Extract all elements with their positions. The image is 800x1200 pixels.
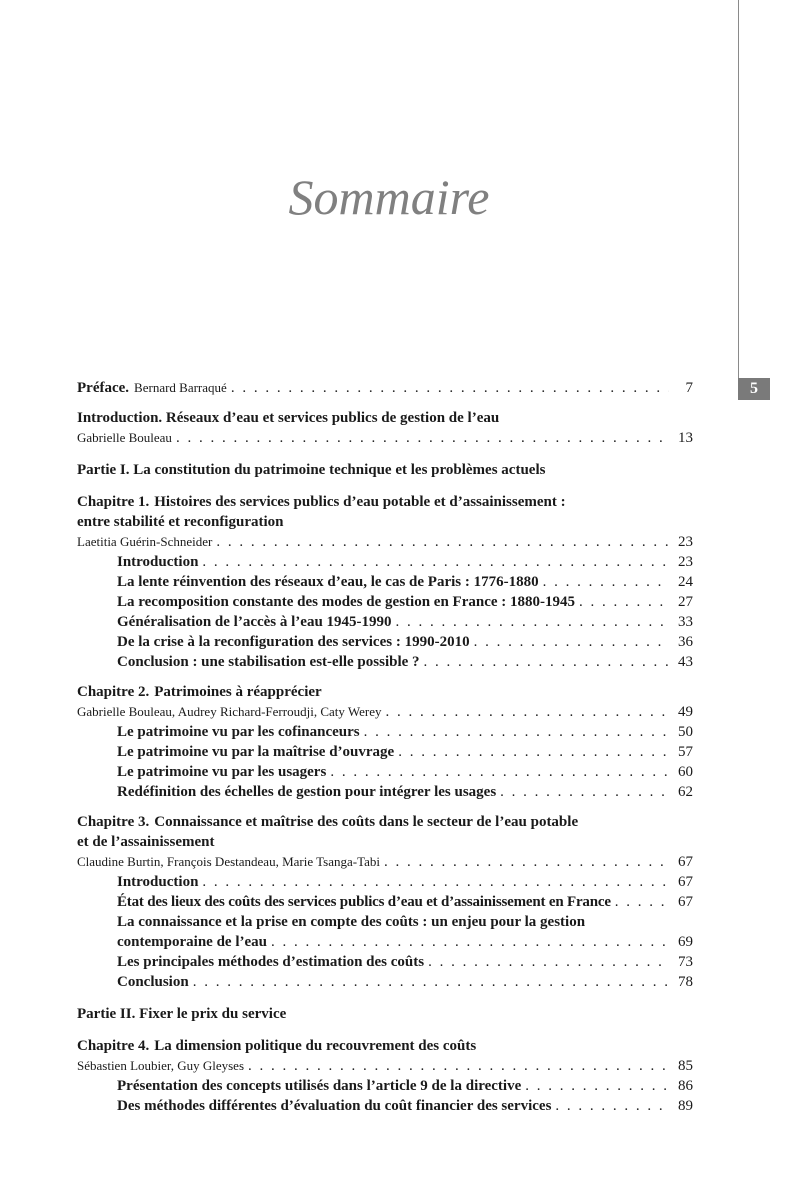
leader-dots [424, 652, 669, 672]
page-number-tab: 5 [738, 378, 770, 400]
part-heading-1[interactable] [77, 460, 693, 480]
page-ref: 13 [678, 430, 693, 446]
page-ref: 24 [678, 574, 693, 590]
leader-dots [428, 952, 669, 972]
ch3-title-line1: Connaissance et maîtrise des coûts dans le secteur de l’eau potable [154, 814, 579, 830]
chapter-1-heading[interactable] [77, 492, 693, 512]
subentry-label: La lente réinvention des réseaux d’eau, le cas de Paris : 1776-1880 [117, 574, 539, 590]
subentry-label: Redéfinition des échelles de gestion pour intégrer les usages [117, 784, 497, 800]
leader-dots [330, 762, 669, 782]
leader-dots [384, 852, 669, 872]
page-ref: 57 [678, 744, 693, 760]
page-ref: 67 [678, 854, 693, 870]
intro-author: Gabrielle Bouleau [77, 430, 172, 445]
toc-subentry[interactable] [77, 762, 693, 782]
ch3-label: Chapitre 3. [77, 814, 150, 830]
subentry-label: Conclusion [117, 974, 189, 990]
leader-dots [579, 592, 669, 612]
toc-subentry[interactable] [77, 872, 693, 892]
ch3-title-line2: et de l’assainissement [77, 834, 215, 850]
leader-dots [543, 572, 669, 592]
toc-subentry[interactable] [77, 1096, 693, 1116]
toc-subentry[interactable] [77, 632, 693, 652]
toc-entry-introduction[interactable] [77, 408, 693, 428]
subentry-label: Les principales méthodes d’estimation des coûts [117, 954, 425, 970]
subentry-label: Le patrimoine vu par les cofinanceurs [117, 724, 360, 740]
toc-subentry[interactable] [77, 1076, 693, 1096]
toc-subentry[interactable] [77, 552, 693, 572]
page-ref: 7 [685, 380, 693, 396]
subentry-label: contemporaine de l’eau [117, 934, 267, 950]
leader-dots [248, 1056, 669, 1076]
subentry-label: Généralisation de l’accès à l’eau 1945-1990 [117, 614, 392, 630]
chapter-2-heading[interactable] [77, 682, 693, 702]
toc-entry-preface[interactable] [77, 378, 693, 398]
toc-subentry[interactable] [77, 652, 693, 672]
ch1-label: Chapitre 1. [77, 494, 150, 510]
leader-dots [385, 702, 669, 722]
part1-title: Partie I. La constitution du patrimoine technique et les problèmes actuels [77, 462, 546, 478]
leader-dots [474, 632, 669, 652]
toc-subentry[interactable] [77, 912, 693, 932]
page-ref: 67 [678, 874, 693, 890]
page-ref: 27 [678, 594, 693, 610]
page-ref: 86 [678, 1078, 693, 1094]
leader-dots [364, 722, 669, 742]
toc-subentry[interactable] [77, 742, 693, 762]
leader-dots [398, 742, 669, 762]
subentry-label: Conclusion : une stabilisation est-elle possible ? [117, 654, 420, 670]
page-ref: 33 [678, 614, 693, 630]
intro-title: Introduction. Réseaux d’eau et services publics de gestion de l’eau [77, 410, 500, 426]
page-ref: 73 [678, 954, 693, 970]
leader-dots [202, 872, 669, 892]
subentry-label: Le patrimoine vu par les usagers [117, 764, 327, 780]
subentry-label: Introduction [117, 554, 199, 570]
ch3-author: Claudine Burtin, François Destandeau, Marie Tsanga-Tabi [77, 854, 380, 869]
page-ref: 49 [678, 704, 693, 720]
leader-dots [176, 428, 669, 448]
leader-dots [231, 378, 669, 398]
leader-dots [216, 532, 669, 552]
subentry-label-line1: La connaissance et la prise en compte des coûts : un enjeu pour la gestion [117, 914, 586, 930]
chapter-4-heading[interactable] [77, 1036, 693, 1056]
subentry-label: Des méthodes différentes d’évaluation du coût financier des services [117, 1098, 552, 1114]
leader-dots [615, 892, 669, 912]
preface-author: Bernard Barraqué [134, 380, 227, 395]
ch4-label: Chapitre 4. [77, 1038, 150, 1054]
table-of-contents [77, 378, 693, 1116]
toc-subentry[interactable] [77, 952, 693, 972]
toc-subentry[interactable] [77, 972, 693, 992]
ch1-title-line1: Histoires des services publics d’eau potable et d’assainissement : [154, 494, 566, 510]
toc-entry-intro-author [77, 428, 693, 448]
page-ref: 36 [678, 634, 693, 650]
subentry-label: Introduction [117, 874, 199, 890]
toc-subentry[interactable] [77, 572, 693, 592]
page-ref: 78 [678, 974, 693, 990]
leader-dots [555, 1096, 669, 1116]
toc-subentry[interactable] [77, 782, 693, 802]
page-ref: 89 [678, 1098, 693, 1114]
ch2-author: Gabrielle Bouleau, Audrey Richard-Ferroudji, Caty Werey [77, 704, 382, 719]
part-heading-2[interactable] [77, 1004, 693, 1024]
page-ref: 23 [678, 554, 693, 570]
page-ref: 23 [678, 534, 693, 550]
preface-label: Préface. [77, 380, 130, 396]
toc-subentry[interactable] [77, 892, 693, 912]
ch4-title-line1: La dimension politique du recouvrement des coûts [154, 1038, 477, 1054]
toc-subentry[interactable] [77, 592, 693, 612]
leader-dots [202, 552, 669, 572]
toc-subentry[interactable] [77, 612, 693, 632]
page-ref: 60 [678, 764, 693, 780]
subentry-label: Le patrimoine vu par la maîtrise d’ouvrage [117, 744, 395, 760]
page-ref: 62 [678, 784, 693, 800]
page-ref: 50 [678, 724, 693, 740]
ch1-title-line2: entre stabilité et reconfiguration [77, 514, 284, 530]
ch1-author: Laetitia Guérin-Schneider [77, 534, 213, 549]
page-ref: 69 [678, 934, 693, 950]
leader-dots [271, 932, 669, 952]
part2-title: Partie II. Fixer le prix du service [77, 1006, 287, 1022]
ch2-label: Chapitre 2. [77, 684, 150, 700]
ch2-title-line1: Patrimoines à réapprécier [154, 684, 322, 700]
page-ref: 85 [678, 1058, 693, 1074]
leader-dots [525, 1076, 669, 1096]
toc-subentry[interactable] [77, 932, 693, 952]
chapter-3-heading[interactable] [77, 812, 693, 832]
page-ref: 43 [678, 654, 693, 670]
toc-subentry[interactable] [77, 722, 693, 742]
leader-dots [193, 972, 669, 992]
subentry-label: État des lieux des coûts des services publics d’eau et d’assainissement en France [117, 894, 611, 910]
page-title: Sommaire [288, 169, 490, 225]
leader-dots [500, 782, 669, 802]
page-ref: 67 [678, 894, 693, 910]
subentry-label: De la crise à la reconfiguration des services : 1990-2010 [117, 634, 470, 650]
ch4-author: Sébastien Loubier, Guy Gleyses [77, 1058, 245, 1073]
subentry-label: La recomposition constante des modes de gestion en France : 1880-1945 [117, 594, 576, 610]
leader-dots [396, 612, 669, 632]
subentry-label: Présentation des concepts utilisés dans l’article 9 de la directive [117, 1078, 522, 1094]
